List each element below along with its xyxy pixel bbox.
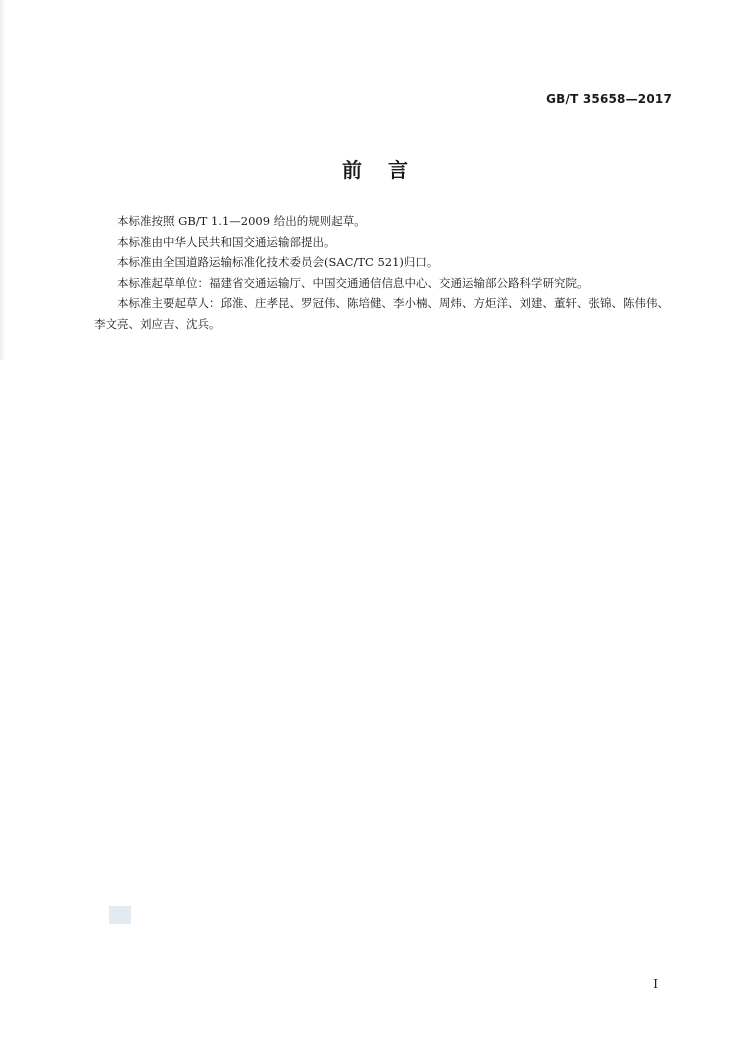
foreword-body bbox=[94, 211, 674, 334]
paragraph-proposed-by: 本标准由中华人民共和国交通运输部提出。 bbox=[117, 234, 336, 249]
paragraph-centralized-by: 本标准由全国道路运输标准化技术委员会(SAC/TC 521)归口。 bbox=[117, 255, 439, 269]
paragraph-drafting-rules: 本标准按照 GB/T 1.1—2009 给出的规则起草。 bbox=[117, 214, 366, 228]
page-number: I bbox=[653, 977, 658, 991]
paragraph-drafters: 本标准主要起草人：邱淮、庄孝昆、罗冠伟、陈培健、李小楠、周炜、方炬洋、刘建、董轩、张锦、陈伟伟、李文亮、刘应吉、沈兵。 bbox=[94, 296, 669, 331]
standard-number: GB/T 35658—2017 bbox=[546, 92, 672, 106]
paragraph-drafting-units: 本标准起草单位：福建省交通运输厅、中国交通通信信息中心、交通运输部公路科学研究院。 bbox=[117, 275, 589, 290]
page-title: 前言 bbox=[342, 158, 434, 182]
scan-mark bbox=[109, 906, 131, 924]
